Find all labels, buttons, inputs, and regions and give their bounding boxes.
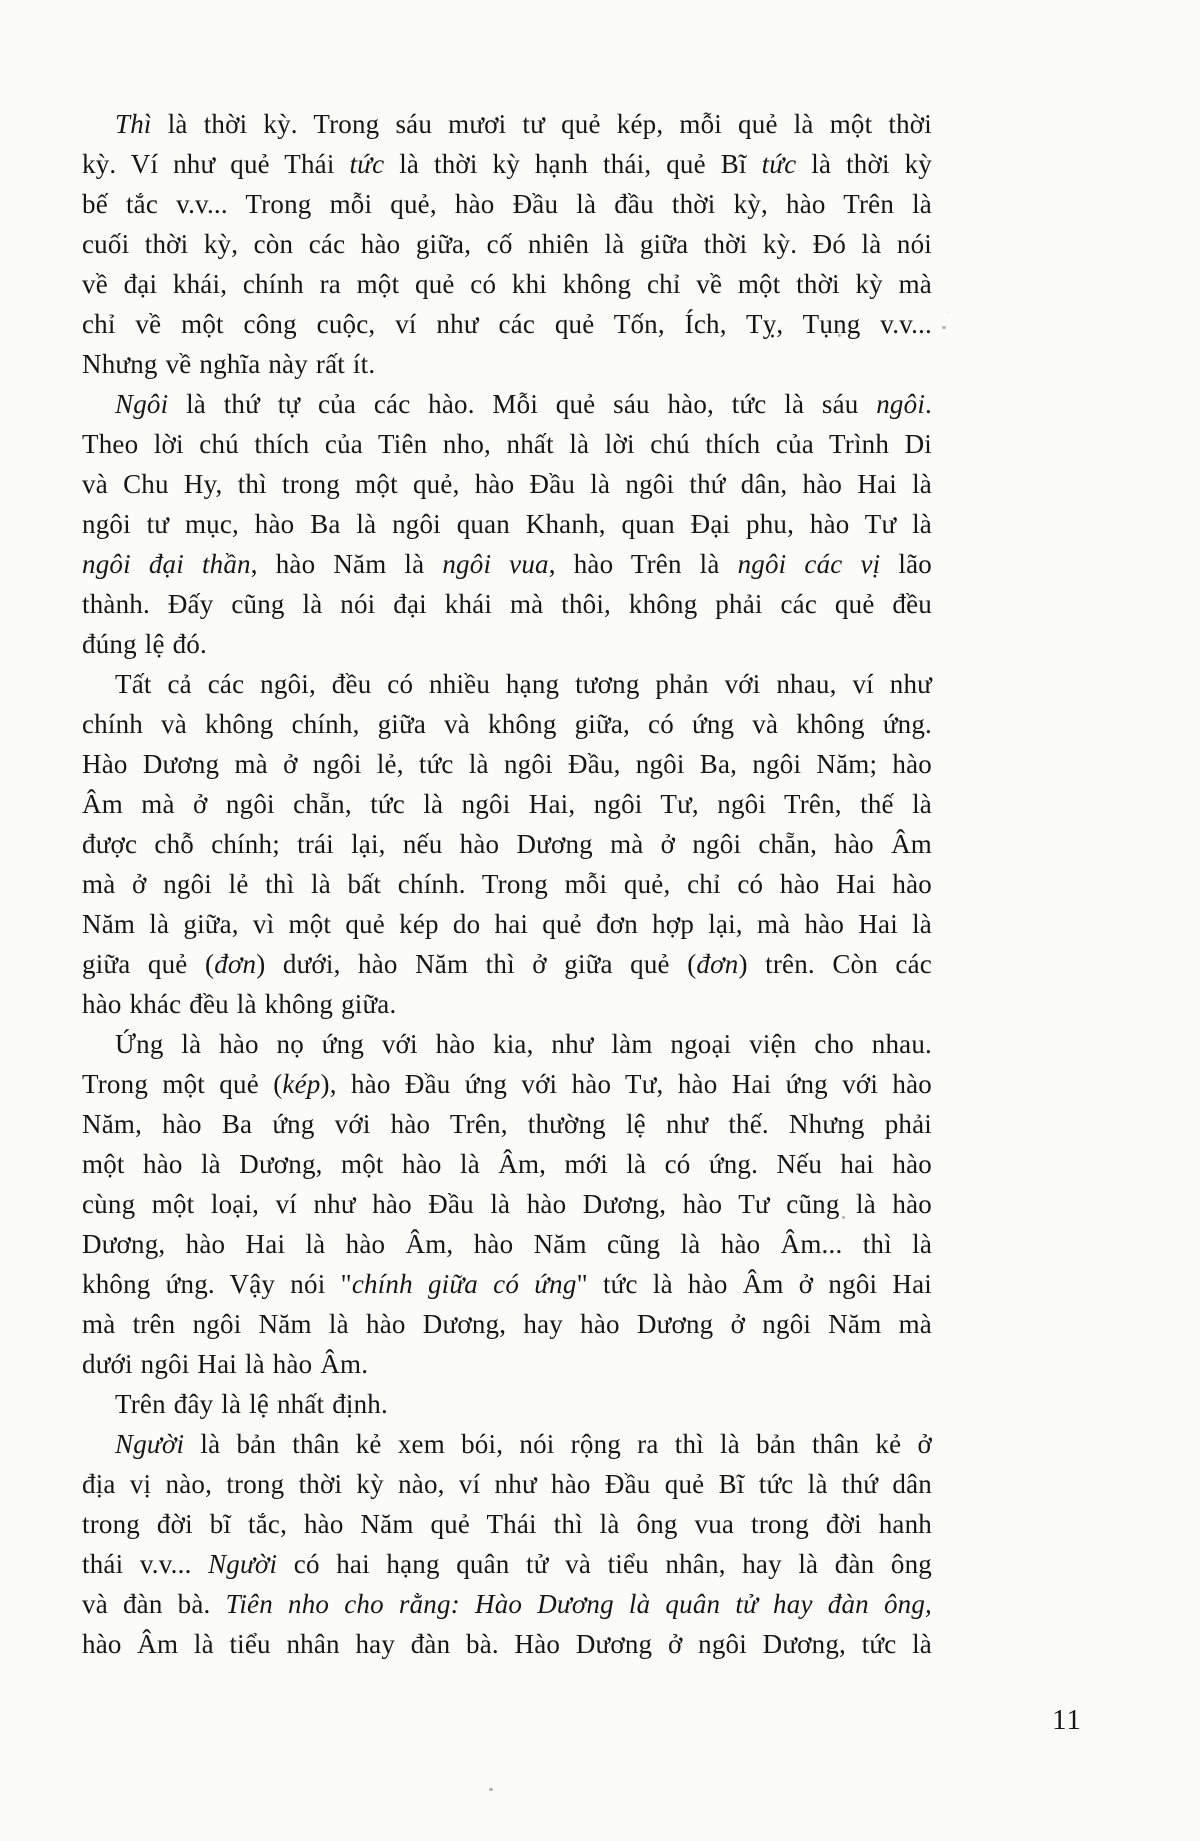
text-segment: Nhưng về nghĩa này rất ít. xyxy=(82,349,376,379)
italic-text-segment: ngôi vua xyxy=(442,549,549,579)
text-segment: Theo lời chú thích của Tiên nho, nhất là lời chú thích của Trình Di xyxy=(82,429,932,459)
text-segment: là thời kỳ xyxy=(796,149,933,179)
text-line xyxy=(82,464,932,504)
text-line xyxy=(82,1144,932,1184)
text-segment: dưới ngôi Hai là hào Âm. xyxy=(82,1349,369,1379)
italic-text-segment: ngôi xyxy=(876,389,926,419)
paragraph xyxy=(82,1424,932,1664)
scan-speck xyxy=(489,1788,493,1791)
text-segment: và đàn bà. xyxy=(82,1589,226,1619)
text-segment: thành. Đấy cũng là nói đại khái mà thôi, không phải các quẻ đều xyxy=(82,589,932,619)
paragraph xyxy=(82,1024,932,1384)
text-segment: đúng lệ đó. xyxy=(82,629,207,659)
text-segment: Âm mà ở ngôi chẵn, tức là ngôi Hai, ngôi Tư, ngôi Trên, thế là xyxy=(82,789,932,819)
text-line xyxy=(82,184,932,224)
text-segment: Hào Dương mà ở ngôi lẻ, tức là ngôi Đầu, ngôi Ba, ngôi Năm; hào xyxy=(82,749,932,779)
text-segment: kỳ. Ví như quẻ Thái xyxy=(82,149,350,179)
italic-text-segment: tức xyxy=(761,149,797,179)
text-segment: . xyxy=(925,389,932,419)
text-line xyxy=(82,544,932,584)
text-line xyxy=(82,984,932,1024)
paragraph xyxy=(82,384,932,664)
italic-text-segment: Tiên nho cho rằng: Hào Dương là quân tử hay đàn ông, xyxy=(225,1589,932,1619)
text-segment: cuối thời kỳ, còn các hào giữa, cố nhiên là giữa thời kỳ. Đó là nói xyxy=(82,229,932,259)
text-line xyxy=(82,864,932,904)
text-line xyxy=(82,1584,932,1624)
text-line xyxy=(82,104,932,144)
text-segment: bế tắc v.v... Trong mỗi quẻ, hào Đầu là đầu thời kỳ, hào Trên là xyxy=(82,189,932,219)
text-segment: cùng một loại, ví như hào Đầu là hào Dương, hào Tư cũng là hào xyxy=(82,1189,932,1219)
italic-text-segment: ngôi đại thần xyxy=(82,549,251,579)
text-block xyxy=(82,104,932,1664)
text-segment: một hào là Dương, một hào là Âm, mới là có ứng. Nếu hai hào xyxy=(82,1149,932,1179)
text-line xyxy=(82,1184,932,1224)
text-segment: là bản thân kẻ xem bói, nói rộng ra thì là bản thân kẻ ở xyxy=(184,1429,932,1459)
text-line xyxy=(82,504,932,544)
text-line xyxy=(82,1384,932,1424)
scan-speck xyxy=(942,326,946,329)
text-segment: " tức là hào Âm ở ngôi Hai xyxy=(576,1269,932,1299)
text-segment: Năm là giữa, vì một quẻ kép do hai quẻ đơn hợp lại, mà hào Hai là xyxy=(82,909,932,939)
text-line xyxy=(82,1304,932,1344)
scan-speck xyxy=(838,334,841,337)
text-line xyxy=(82,784,932,824)
italic-text-segment: kép xyxy=(282,1069,321,1099)
text-line xyxy=(82,1424,932,1464)
text-segment: mà ở ngôi lẻ thì là bất chính. Trong mỗi quẻ, chỉ có hào Hai hào xyxy=(82,869,932,899)
text-line xyxy=(82,664,932,704)
text-segment: ) dưới, hào Năm thì ở giữa quẻ ( xyxy=(256,949,697,979)
text-segment: ), hào Đầu ứng với hào Tư, hào Hai ứng với hào xyxy=(320,1069,933,1099)
text-line xyxy=(82,944,932,984)
text-line xyxy=(82,1064,932,1104)
text-segment: là thứ tự của các hào. Mỗi quẻ sáu hào, tức là sáu xyxy=(168,389,877,419)
text-line xyxy=(82,1504,932,1544)
italic-text-segment: Thì xyxy=(115,109,152,139)
text-line xyxy=(82,704,932,744)
italic-text-segment: tức xyxy=(349,149,385,179)
italic-text-segment: Ngôi xyxy=(115,389,169,419)
text-segment: có hai hạng quân tử và tiểu nhân, hay là đàn ông xyxy=(277,1549,932,1579)
text-segment: , hào Trên là xyxy=(548,549,738,579)
text-line xyxy=(82,904,932,944)
text-segment: Năm, hào Ba ứng với hào Trên, thường lệ như thế. Nhưng phải xyxy=(82,1109,932,1139)
text-segment: Trên đây là lệ nhất định. xyxy=(115,1389,388,1419)
text-segment: được chỗ chính; trái lại, nếu hào Dương mà ở ngôi chẵn, hào Âm xyxy=(82,829,932,859)
italic-text-segment: đơn xyxy=(696,949,739,979)
paragraph xyxy=(82,104,932,384)
text-segment: , hào Năm là xyxy=(250,549,443,579)
text-line xyxy=(82,1544,932,1584)
text-segment: Ứng là hào nọ ứng với hào kia, như làm ngoại viện cho nhau. xyxy=(115,1029,932,1059)
text-line xyxy=(82,1624,932,1664)
italic-text-segment: ngôi các vị xyxy=(737,549,881,579)
text-segment: chính và không chính, giữa và không giữa, có ứng và không ứng. xyxy=(82,709,932,739)
text-line xyxy=(82,224,932,264)
text-line xyxy=(82,1264,932,1304)
text-line xyxy=(82,624,932,664)
text-segment: địa vị nào, trong thời kỳ nào, ví như hào Đầu quẻ Bĩ tức là thứ dân xyxy=(82,1469,932,1499)
text-segment: hào Âm là tiểu nhân hay đàn bà. Hào Dương ở ngôi Dương, tức là xyxy=(82,1629,932,1659)
text-segment: là thời kỳ. Trong sáu mươi tư quẻ kép, mỗi quẻ là một thời xyxy=(151,109,932,139)
text-line xyxy=(82,384,932,424)
text-segment: ngôi tư mục, hào Ba là ngôi quan Khanh, quan Đại phu, hào Tư là xyxy=(82,509,932,539)
italic-text-segment: Người xyxy=(208,1549,278,1579)
text-line xyxy=(82,264,932,304)
text-segment: hào khác đều là không giữa. xyxy=(82,989,397,1019)
text-line xyxy=(82,1024,932,1064)
text-line xyxy=(82,304,932,344)
text-line xyxy=(82,144,932,184)
text-line xyxy=(82,1224,932,1264)
text-segment: lão xyxy=(880,549,932,579)
paragraph xyxy=(82,664,932,1024)
text-segment: trong đời bĩ tắc, hào Năm quẻ Thái thì là ông vua trong đời hanh xyxy=(82,1509,932,1539)
paragraph xyxy=(82,1384,932,1424)
text-segment: Trong một quẻ ( xyxy=(82,1069,283,1099)
text-segment: mà trên ngôi Năm là hào Dương, hay hào Dương ở ngôi Năm mà xyxy=(82,1309,932,1339)
italic-text-segment: đơn xyxy=(214,949,257,979)
page-number: 11 xyxy=(1052,1704,1082,1736)
text-line xyxy=(82,824,932,864)
text-segment: và Chu Hy, thì trong một quẻ, hào Đầu là ngôi thứ dân, hào Hai là xyxy=(82,469,932,499)
text-segment: Tất cả các ngôi, đều có nhiều hạng tương phản với nhau, ví như xyxy=(115,669,932,699)
text-segment: Dương, hào Hai là hào Âm, hào Năm cũng là hào Âm... thì là xyxy=(82,1229,932,1259)
text-segment: thái v.v... xyxy=(82,1549,209,1579)
text-line xyxy=(82,424,932,464)
text-line xyxy=(82,1104,932,1144)
text-segment: về đại khái, chính ra một quẻ có khi không chỉ về một thời kỳ mà xyxy=(82,269,932,299)
text-line xyxy=(82,584,932,624)
text-segment: giữa quẻ ( xyxy=(82,949,215,979)
text-line xyxy=(82,1464,932,1504)
text-segment: là thời kỳ hạnh thái, quẻ Bĩ xyxy=(384,149,762,179)
scan-speck xyxy=(842,1216,845,1219)
text-line xyxy=(82,1344,932,1384)
text-line xyxy=(82,744,932,784)
text-line xyxy=(82,344,932,384)
text-segment: không ứng. Vậy nói " xyxy=(82,1269,352,1299)
italic-text-segment: chính giữa có ứng xyxy=(351,1269,577,1299)
text-segment: chỉ về một công cuộc, ví như các quẻ Tốn, Ích, Tỵ, Tụng v.v... xyxy=(82,309,932,339)
italic-text-segment: Người xyxy=(115,1429,185,1459)
text-segment: ) trên. Còn các xyxy=(738,949,932,979)
